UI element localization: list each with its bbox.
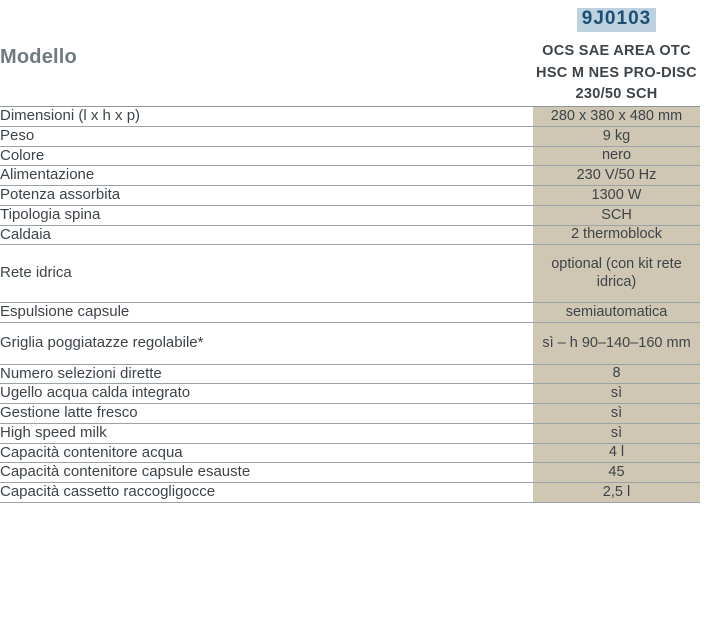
table-row (0, 404, 700, 424)
row-value: 45 (533, 463, 700, 483)
row-value: 2,5 l (533, 483, 700, 503)
row-label: Potenza assorbita (0, 186, 533, 206)
table-rows (0, 107, 700, 503)
row-value: nero (533, 146, 700, 166)
header-model-cell (533, 8, 700, 107)
row-label: Colore (0, 146, 533, 166)
row-value: sì (533, 384, 700, 404)
row-label: Dimensioni (l x h x p) (0, 107, 533, 127)
row-label: Rete idrica (0, 245, 533, 303)
table-row (0, 245, 700, 303)
table-row (0, 423, 700, 443)
row-label: Numero selezioni dirette (0, 364, 533, 384)
row-label: Espulsione capsule (0, 303, 533, 323)
table-row (0, 126, 700, 146)
table-header-row (0, 8, 700, 107)
table-row (0, 463, 700, 483)
row-label: Ugello acqua calda integrato (0, 384, 533, 404)
specifications-table (0, 8, 700, 503)
table-body (0, 8, 700, 107)
row-label: Alimentazione (0, 166, 533, 186)
row-value: optional (con kit rete idrica) (533, 245, 700, 303)
row-value: 280 x 380 x 480 mm (533, 107, 700, 127)
row-value: sì (533, 404, 700, 424)
row-label: Capacità contenitore acqua (0, 443, 533, 463)
table-row (0, 186, 700, 206)
row-label: Caldaia (0, 225, 533, 245)
top-spacer (0, 0, 720, 8)
row-value: 2 thermoblock (533, 225, 700, 245)
table-row (0, 384, 700, 404)
row-value: sì (533, 423, 700, 443)
table-row (0, 205, 700, 225)
row-label: Tipologia spina (0, 205, 533, 225)
table-row (0, 166, 700, 186)
table-row (0, 107, 700, 127)
row-value: 1300 W (533, 186, 700, 206)
row-value: sì – h 90–140–160 mm (533, 322, 700, 364)
row-label: Gestione latte fresco (0, 404, 533, 424)
table-row (0, 322, 700, 364)
table-row (0, 146, 700, 166)
row-label: Capacità contenitore capsule esauste (0, 463, 533, 483)
row-label: Capacità cassetto raccogligocce (0, 483, 533, 503)
table-row (0, 225, 700, 245)
header-label-cell: Modello (0, 8, 533, 107)
row-value: semiautomatica (533, 303, 700, 323)
row-value: 4 l (533, 443, 700, 463)
table-row (0, 364, 700, 384)
table-row (0, 443, 700, 463)
table-row (0, 303, 700, 323)
row-label: Peso (0, 126, 533, 146)
row-value: 8 (533, 364, 700, 384)
row-label: High speed milk (0, 423, 533, 443)
row-value: 9 kg (533, 126, 700, 146)
row-label: Griglia poggiatazze regolabile* (0, 322, 533, 364)
row-value: 230 V/50 Hz (533, 166, 700, 186)
row-value: SCH (533, 205, 700, 225)
table-row (0, 483, 700, 503)
model-description: OCS SAE AREA OTC HSC M NES PRO-DISC 230/50 SCH (536, 42, 697, 103)
model-code-badge: 9J0103 (577, 8, 656, 32)
